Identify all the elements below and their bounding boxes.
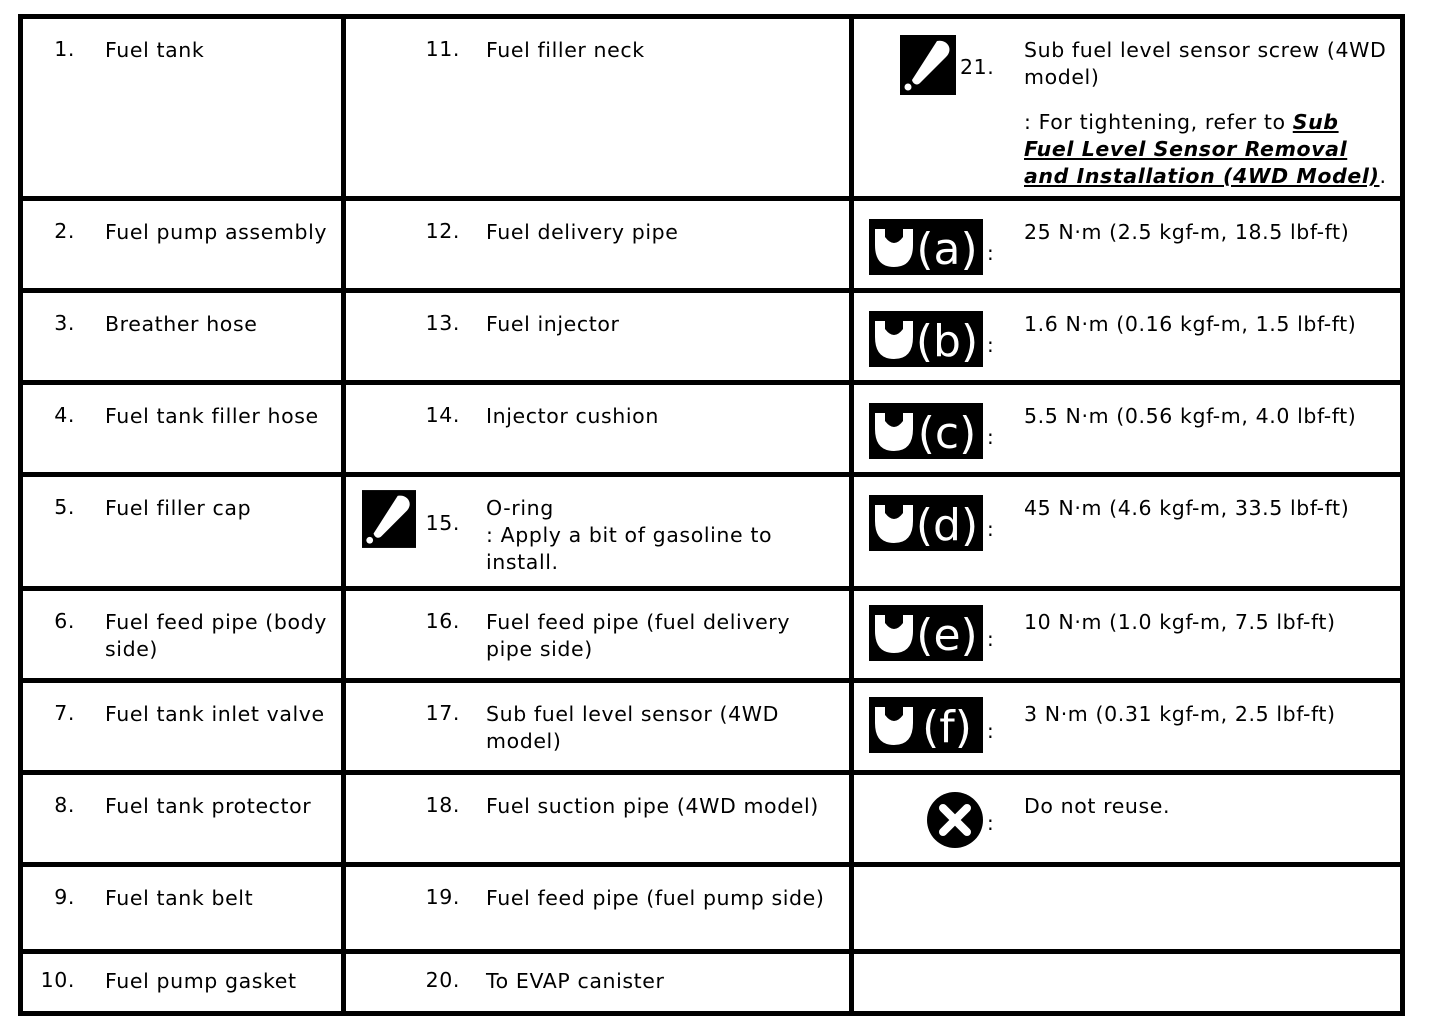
table-row [21,199,1403,291]
grease-icon [900,35,956,95]
part-label: Fuel pump assembly [105,220,328,244]
part-label: Fuel tank belt [105,886,254,910]
part-label: Sub fuel level sensor screw (4WD model) [1024,38,1387,89]
torque-letter: (d) [915,500,979,551]
part-number: 9. [54,885,75,909]
part-label: Fuel feed pipe (body side) [105,610,328,661]
colon: : [987,517,994,541]
torque-value: 1.6 N·m (0.16 kgf-m, 1.5 lbf-ft) [1024,312,1357,336]
part-label: Fuel tank [105,38,205,62]
part-number: 10. [40,968,75,992]
part-label: Fuel delivery pipe [486,220,679,244]
do-not-reuse-icon [926,791,984,849]
do-not-reuse-label: Do not reuse. [1024,794,1171,818]
part-label: Injector cushion [486,404,659,428]
torque-wrench-icon [869,219,983,275]
part-number: 8. [54,793,75,817]
part-number: 4. [54,403,75,427]
torque-wrench-icon [869,697,983,753]
part-number: 3. [54,311,75,335]
table-row [21,475,1403,589]
part-label: Fuel tank inlet valve [105,702,325,726]
torque-letter: (a) [916,224,978,275]
part-label: Breather hose [105,312,258,336]
torque-value: 10 N·m (1.0 kgf-m, 7.5 lbf-ft) [1024,610,1336,634]
part-number: 16. [425,609,460,633]
item21-note [1024,109,1389,190]
torque-letter: (c) [917,408,977,459]
part-number: 21. [960,55,995,79]
item21-description [1024,37,1389,190]
part-number: 20. [425,968,460,992]
part-label: Fuel injector [486,312,620,336]
part-number: 2. [54,219,75,243]
part-number: 1. [54,37,75,61]
part-number: 17. [425,701,460,725]
part-number: 11. [425,37,460,61]
empty-cell [854,867,1400,949]
part-label: O-ring [486,496,554,520]
part-label: Fuel tank filler hose [105,404,319,428]
torque-letter: (b) [915,316,979,367]
colon: : [987,719,994,743]
colon: : [987,333,994,357]
part-label: To EVAP canister [486,969,665,993]
colon: : [987,241,994,265]
part-number: 13. [425,311,460,335]
colon: : [987,627,994,651]
o-ring-description [486,495,836,576]
part-number: 19. [425,885,460,909]
table-row [21,17,1403,199]
torque-value: 25 N·m (2.5 kgf-m, 18.5 lbf-ft) [1024,220,1350,244]
part-label: Fuel pump gasket [105,969,297,993]
torque-wrench-icon [869,311,983,367]
part-label: Fuel suction pipe (4WD model) [486,794,819,818]
torque-value: 5.5 N·m (0.56 kgf-m, 4.0 lbf-ft) [1024,404,1357,428]
table-row [21,952,1403,1014]
colon: : [987,425,994,449]
part-number: 12. [425,219,460,243]
empty-cell [854,954,1400,1011]
part-number: 5. [54,495,75,519]
sub-fuel-level-sensor-link[interactable]: Sub Fuel Level Sensor Removal and Installation (4WD Model) [1024,110,1380,188]
part-number: 6. [54,609,75,633]
table-row [21,865,1403,952]
part-number: 14. [425,403,460,427]
torque-letter: (f) [922,702,972,753]
part-label: Fuel feed pipe (fuel pump side) [486,886,825,910]
table-row [21,681,1403,773]
part-label: Fuel tank protector [105,794,312,818]
colon: : [987,811,994,835]
part-number: 18. [425,793,460,817]
parts-legend-table [18,14,1405,1016]
note-suffix: . [1379,164,1387,188]
torque-wrench-icon [869,495,983,551]
torque-letter: (e) [916,610,978,661]
part-number: 15. [425,511,460,535]
part-label: Fuel feed pipe (fuel delivery pipe side) [486,610,791,661]
part-number: 7. [54,701,75,725]
note-prefix: : For tightening, refer to [1024,110,1293,134]
part-note: : Apply a bit of gasoline to install. [486,523,773,574]
table-row [21,773,1403,865]
table-row [21,589,1403,681]
table-row [21,383,1403,475]
torque-wrench-icon [869,403,983,459]
torque-value: 45 N·m (4.6 kgf-m, 33.5 lbf-ft) [1024,496,1350,520]
part-label: Fuel filler neck [486,38,645,62]
torque-wrench-icon [869,605,983,661]
table-row [21,291,1403,383]
torque-value: 3 N·m (0.31 kgf-m, 2.5 lbf-ft) [1024,702,1336,726]
part-label: Sub fuel level sensor (4WD model) [486,702,779,753]
part-label: Fuel filler cap [105,496,252,520]
